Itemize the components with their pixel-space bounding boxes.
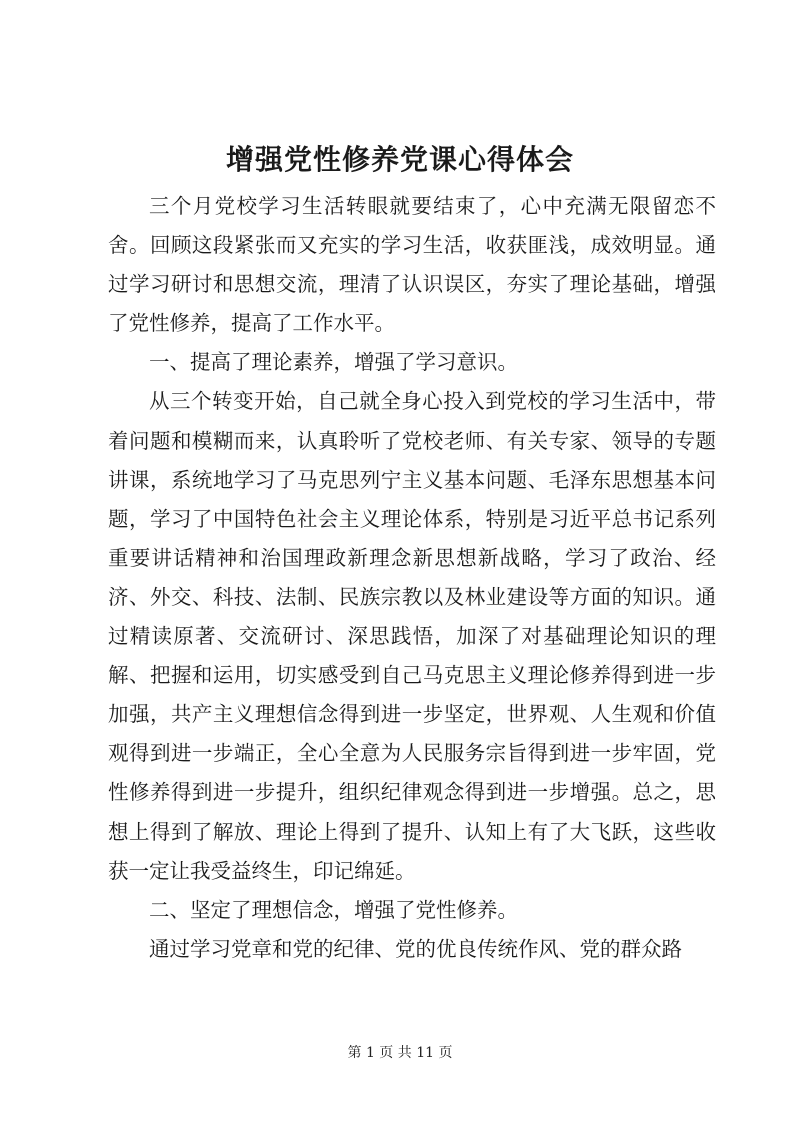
- document-title: 增强党性修养党课心得体会: [225, 143, 574, 176]
- section-heading-2: 二、坚定了理想信念，增强了党性修养。: [149, 897, 518, 922]
- page-number-footer: 第 1 页 共 11 页: [347, 1045, 453, 1061]
- section-heading-1: 一、提高了理论素养，增强了学习意识。: [149, 350, 518, 375]
- document-body: [108, 187, 716, 969]
- paragraph-intro: 三个月党校学习生活转眼就要结束了，心中充满无限留恋不舍。回顾这段紧张而又充实的学习生活，收获匪浅，成效明显。通过学习研讨和思想交流，理清了认识误区，夯实了理论基础，增强了党性修养，提高了工作水平。: [108, 194, 716, 336]
- paragraph-section-1: 从三个转变开始，自己就全身心投入到党校的学习生活中，带着问题和模糊而来，认真聆听了党校老师、有关专家、领导的专题讲课，系统地学习了马克思列宁主义基本问题、毛泽东思想基本问题，学习了中国特色社会主义理论体系，特别是习近平总书记系列重要讲话精神和治国理政新理念新思想新战略，学习了政治、经济、外交、科技、法制、民族宗教以及林业建设等方面的知识。通过精读原著、交流研讨、深思践悟，加深了对基础理论知识的理解、把握和运用，切实感受到自己马克思主义理论修养得到进一步加强，共产主义理想信念得到进一步坚定，世界观、人生观和价值观得到进一步端正，全心全意为人民服务宗旨得到进一步牢固，党性修养得到进一步提升，组织纪律观念得到进一步增强。总之，思想上得到了解放、理论上得到了提升、认知上有了大飞跃，这些收获一定让我受益终生，印记绵延。: [108, 389, 716, 883]
- paragraph-section-2: 通过学习党章和党的纪律、党的优良传统作风、党的群众路: [149, 936, 682, 961]
